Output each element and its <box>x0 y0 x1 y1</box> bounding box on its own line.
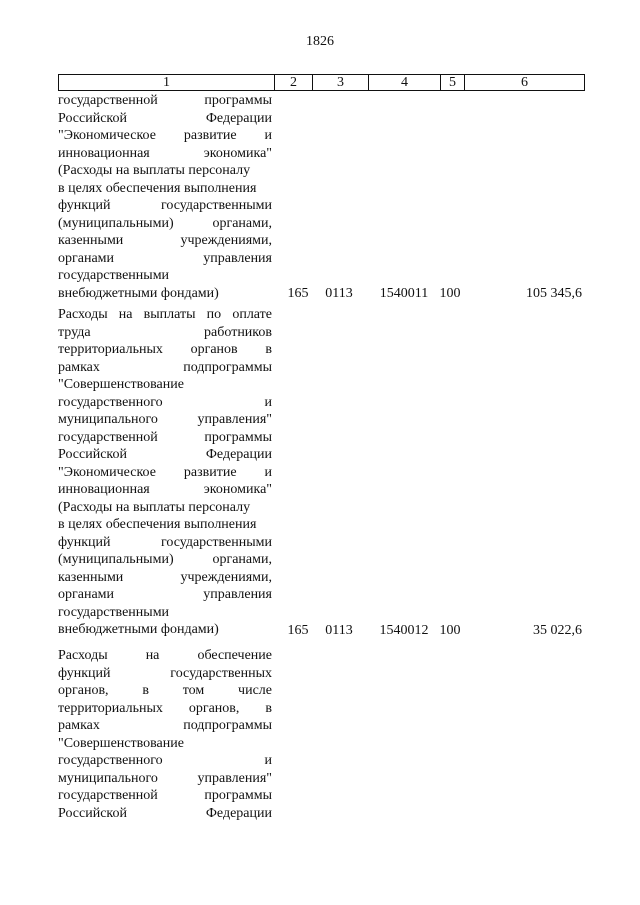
description-line: "Экономическое развитие и <box>58 128 272 143</box>
cell-col-5: 100 <box>439 285 461 301</box>
table-row <box>58 92 585 302</box>
description-line: казенными учреждениями, <box>58 233 272 248</box>
row-description <box>58 647 272 822</box>
header-col-1: 1 <box>59 75 275 90</box>
table-row <box>58 306 585 639</box>
row-description <box>58 92 272 302</box>
description-line: государственного и <box>58 753 272 768</box>
description-line: "Совершенствование <box>58 377 184 392</box>
description-line: функций государственными <box>58 534 272 550</box>
header-col-5: 5 <box>441 75 465 90</box>
description-line: органов, в том числе <box>58 683 272 698</box>
description-line: органами управления <box>58 587 272 602</box>
cell-col-6: 105 345,6 <box>526 285 582 301</box>
description-line: (Расходы на выплаты персоналу <box>58 163 251 178</box>
row-description <box>58 306 272 639</box>
table-header-row <box>58 74 585 91</box>
description-line: внебюджетными фондами) <box>58 622 219 637</box>
description-line: (муниципальными) органами, <box>58 552 272 567</box>
cell-col-4: 1540012 <box>379 622 429 638</box>
description-line: муниципального управления" <box>58 412 272 427</box>
description-line: функций государственных <box>58 665 272 681</box>
cell-col-3: 0113 <box>325 622 353 638</box>
header-col-6: 6 <box>521 75 528 90</box>
cell-col-2: 165 <box>287 285 309 301</box>
description-line: в целях обеспечения выполнения <box>58 517 257 532</box>
description-line: государственной программы <box>58 93 272 108</box>
description-line: государственного и <box>58 394 272 410</box>
description-line: территориальных органов в <box>58 342 272 357</box>
description-line: труда работников <box>58 324 272 340</box>
description-line: "Экономическое развитие и <box>58 464 272 480</box>
cell-col-5: 100 <box>439 622 461 638</box>
description-line: (муниципальными) органами, <box>58 215 272 231</box>
cell-col-6: 35 022,6 <box>533 622 582 638</box>
description-line: муниципального управления" <box>58 770 272 786</box>
description-line: рамках подпрограммы <box>58 718 272 733</box>
header-col-2: 2 <box>275 75 313 90</box>
description-line: органами управления <box>58 250 272 266</box>
description-line: Российской Федерации <box>58 805 272 821</box>
description-line: (Расходы на выплаты персоналу <box>58 499 251 515</box>
description-line: государственной программы <box>58 788 272 803</box>
description-line: функций государственными <box>58 198 272 213</box>
cell-col-3: 0113 <box>325 285 353 301</box>
page-number: 1826 <box>306 34 334 49</box>
description-line: рамках подпрограммы <box>58 359 272 375</box>
table-row <box>58 647 585 822</box>
description-line: внебюджетными фондами) <box>58 285 219 301</box>
row-values <box>58 622 585 640</box>
header-col-3: 3 <box>313 75 369 90</box>
header-col-4: 4 <box>369 75 441 90</box>
cell-col-4: 1540011 <box>379 285 429 301</box>
description-line: инновационная экономика" <box>58 145 272 161</box>
description-line: государственной программы <box>58 429 272 445</box>
description-line: инновационная экономика" <box>58 482 272 497</box>
cell-col-2: 165 <box>287 622 309 638</box>
description-line: территориальных органов, в <box>58 700 272 716</box>
description-line: Расходы на выплаты по оплате <box>58 307 272 322</box>
description-line: в целях обеспечения выполнения <box>58 180 257 196</box>
description-line: Российской Федерации <box>58 110 272 126</box>
row-values <box>58 285 585 303</box>
description-line: государственными <box>58 604 170 620</box>
description-line: казенными учреждениями, <box>58 569 272 585</box>
description-line: "Совершенствование <box>58 735 184 751</box>
description-line: Российской Федерации <box>58 447 272 462</box>
description-line: Расходы на обеспечение <box>58 648 272 663</box>
description-line: государственными <box>58 268 170 283</box>
